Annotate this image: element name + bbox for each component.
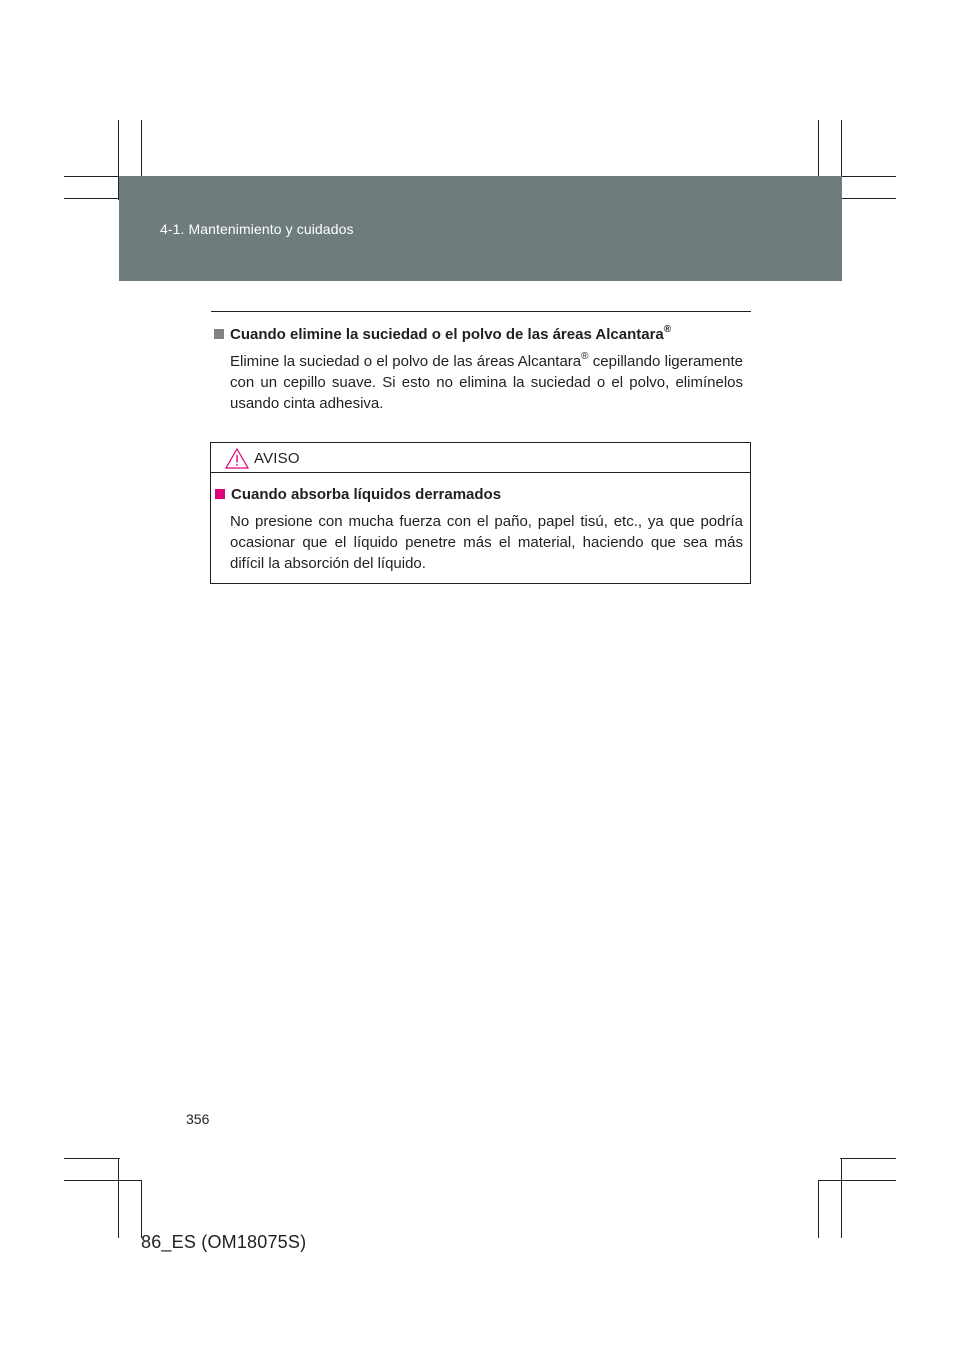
crop-mark	[64, 1158, 120, 1159]
item-heading-text: Cuando elimine la suciedad o el polvo de las áreas Alcantara	[230, 326, 664, 343]
crop-mark	[64, 198, 120, 199]
crop-mark	[840, 198, 896, 199]
crop-mark	[818, 1180, 819, 1238]
section-divider	[211, 311, 751, 312]
section-title: 4-1. Mantenimiento y cuidados	[160, 221, 354, 237]
item-body-text	[230, 351, 743, 414]
warning-heading	[215, 485, 501, 505]
item-body-part1: Elimine la suciedad o el polvo de las áreas Alcantara	[230, 353, 582, 370]
item-heading	[214, 325, 744, 345]
warning-heading-text: Cuando absorba líquidos derramados	[231, 486, 502, 503]
crop-mark	[841, 1158, 842, 1238]
warning-body-text: No presione con mucha fuerza con el paño, papel tisú, etc., ya que podría ocasionar que el líquido penetre más el material, haciendo que sea más difícil la absorción del líquido.	[230, 513, 743, 572]
crop-mark	[118, 1158, 119, 1238]
pink-square-bullet-icon	[215, 489, 225, 499]
page-number: 356	[186, 1111, 210, 1127]
crop-mark	[64, 1180, 142, 1181]
warning-triangle-icon	[225, 448, 249, 469]
warning-title: AVISO	[254, 450, 300, 467]
item-body-part2: cepillando ligeramente con un cepillo suave. Si esto no elimina la suciedad o el polvo, elimínelos usando cinta adhesiva.	[230, 353, 744, 412]
crop-mark	[141, 1180, 142, 1238]
warning-title-row	[211, 443, 750, 473]
gray-square-bullet-icon	[214, 329, 224, 339]
crop-mark	[840, 1158, 896, 1159]
crop-mark	[818, 1180, 896, 1181]
registered-mark: ®	[581, 351, 589, 362]
registered-mark: ®	[663, 324, 672, 335]
document-code: 86_ES (OM18075S)	[141, 1232, 307, 1252]
header-band	[119, 176, 842, 281]
warning-box	[210, 442, 751, 584]
